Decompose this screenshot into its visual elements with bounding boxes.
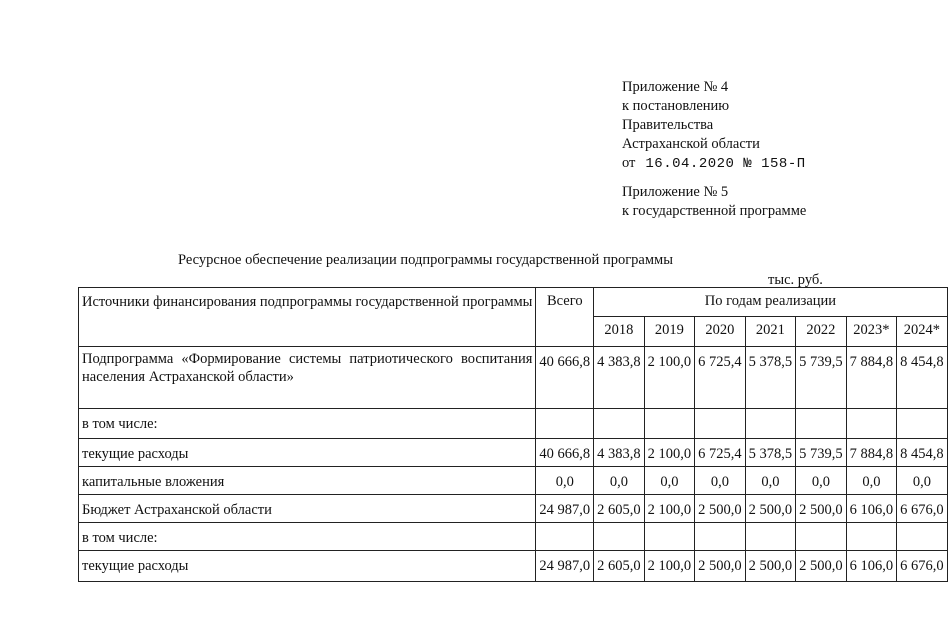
row-year-value: 5 378,5 <box>745 439 796 467</box>
row-label: текущие расходы <box>79 439 536 467</box>
row-year-value: 6 676,0 <box>897 551 948 582</box>
row-year-value: 5 739,5 <box>796 439 847 467</box>
header-source: Источники финансирования подпрограммы государственной программы <box>79 288 536 347</box>
row-year-value: 6 676,0 <box>897 495 948 523</box>
row-year-value <box>897 409 948 439</box>
table-header-row <box>79 288 948 317</box>
table-row <box>79 523 948 551</box>
header-year: 2023* <box>846 317 897 347</box>
resolution-date-number: 16.04.2020 № 158-П <box>645 156 806 172</box>
row-year-value: 5 739,5 <box>796 347 847 409</box>
header-year: 2022 <box>796 317 847 347</box>
row-year-value: 0,0 <box>796 467 847 495</box>
header-year: 2018 <box>594 317 645 347</box>
row-year-value: 2 605,0 <box>594 495 645 523</box>
header-total: Всего <box>536 288 594 347</box>
row-year-value <box>796 409 847 439</box>
row-year-value <box>846 409 897 439</box>
table-row <box>79 347 948 409</box>
table-row <box>79 551 948 582</box>
row-year-value: 4 383,8 <box>594 439 645 467</box>
row-year-value: 6 725,4 <box>695 439 746 467</box>
row-year-value <box>695 409 746 439</box>
row-total: 24 987,0 <box>536 551 594 582</box>
appendix-date-line <box>622 154 806 174</box>
appendix-block-2 <box>622 183 806 221</box>
table-row <box>79 495 948 523</box>
row-year-value: 2 100,0 <box>644 439 695 467</box>
units-label: тыс. руб. <box>768 272 823 288</box>
row-year-value <box>594 523 645 551</box>
row-year-value <box>644 409 695 439</box>
row-year-value: 7 884,8 <box>846 439 897 467</box>
row-year-value: 2 500,0 <box>745 495 796 523</box>
row-label: Бюджет Астраханской области <box>79 495 536 523</box>
row-year-value <box>594 409 645 439</box>
row-year-value: 0,0 <box>695 467 746 495</box>
row-year-value: 0,0 <box>897 467 948 495</box>
row-year-value: 0,0 <box>846 467 897 495</box>
table-row <box>79 439 948 467</box>
row-year-value: 8 454,8 <box>897 347 948 409</box>
header-year: 2020 <box>695 317 746 347</box>
row-year-value: 2 100,0 <box>644 347 695 409</box>
row-year-value: 0,0 <box>594 467 645 495</box>
row-year-value: 0,0 <box>745 467 796 495</box>
row-year-value: 6 106,0 <box>846 495 897 523</box>
row-year-value <box>796 523 847 551</box>
document-title: Ресурсное обеспечение реализации подпрограммы государственной программы <box>178 252 673 268</box>
appendix-line: к постановлению <box>622 98 730 114</box>
from-label: от <box>622 155 636 171</box>
appendix-block <box>622 78 806 174</box>
row-year-value <box>897 523 948 551</box>
appendix-line: Правительства <box>622 117 714 133</box>
row-year-value: 0,0 <box>644 467 695 495</box>
appendix-line: Астраханской области <box>622 136 760 152</box>
row-year-value <box>644 523 695 551</box>
row-year-value: 2 100,0 <box>644 551 695 582</box>
header-years: По годам реализации <box>594 288 948 317</box>
row-label: в том числе: <box>79 523 536 551</box>
row-year-value: 6 106,0 <box>846 551 897 582</box>
appendix-line: Приложение № 4 <box>622 79 729 95</box>
row-year-value <box>846 523 897 551</box>
budget-table <box>78 287 948 582</box>
row-year-value: 2 605,0 <box>594 551 645 582</box>
table-row <box>79 467 948 495</box>
row-total <box>536 409 594 439</box>
header-year: 2019 <box>644 317 695 347</box>
row-year-value: 2 500,0 <box>796 495 847 523</box>
row-total <box>536 523 594 551</box>
row-label: в том числе: <box>79 409 536 439</box>
appendix-line: к государственной программе <box>622 203 807 219</box>
row-year-value <box>745 409 796 439</box>
table-row <box>79 409 948 439</box>
row-year-value <box>745 523 796 551</box>
row-label: Подпрограмма «Формирование системы патриотического воспитания населения Астраханской области» <box>79 347 536 409</box>
header-year: 2021 <box>745 317 796 347</box>
row-year-value: 7 884,8 <box>846 347 897 409</box>
appendix-line: Приложение № 5 <box>622 184 729 200</box>
row-year-value <box>695 523 746 551</box>
row-year-value: 8 454,8 <box>897 439 948 467</box>
row-year-value: 2 500,0 <box>745 551 796 582</box>
header-year: 2024* <box>897 317 948 347</box>
row-label: текущие расходы <box>79 551 536 582</box>
row-year-value: 6 725,4 <box>695 347 746 409</box>
row-year-value: 5 378,5 <box>745 347 796 409</box>
row-year-value: 4 383,8 <box>594 347 645 409</box>
row-total: 40 666,8 <box>536 347 594 409</box>
row-total: 24 987,0 <box>536 495 594 523</box>
row-year-value: 2 500,0 <box>695 551 746 582</box>
row-year-value: 2 100,0 <box>644 495 695 523</box>
row-year-value: 2 500,0 <box>796 551 847 582</box>
row-label: капитальные вложения <box>79 467 536 495</box>
row-total: 0,0 <box>536 467 594 495</box>
row-year-value: 2 500,0 <box>695 495 746 523</box>
row-total: 40 666,8 <box>536 439 594 467</box>
